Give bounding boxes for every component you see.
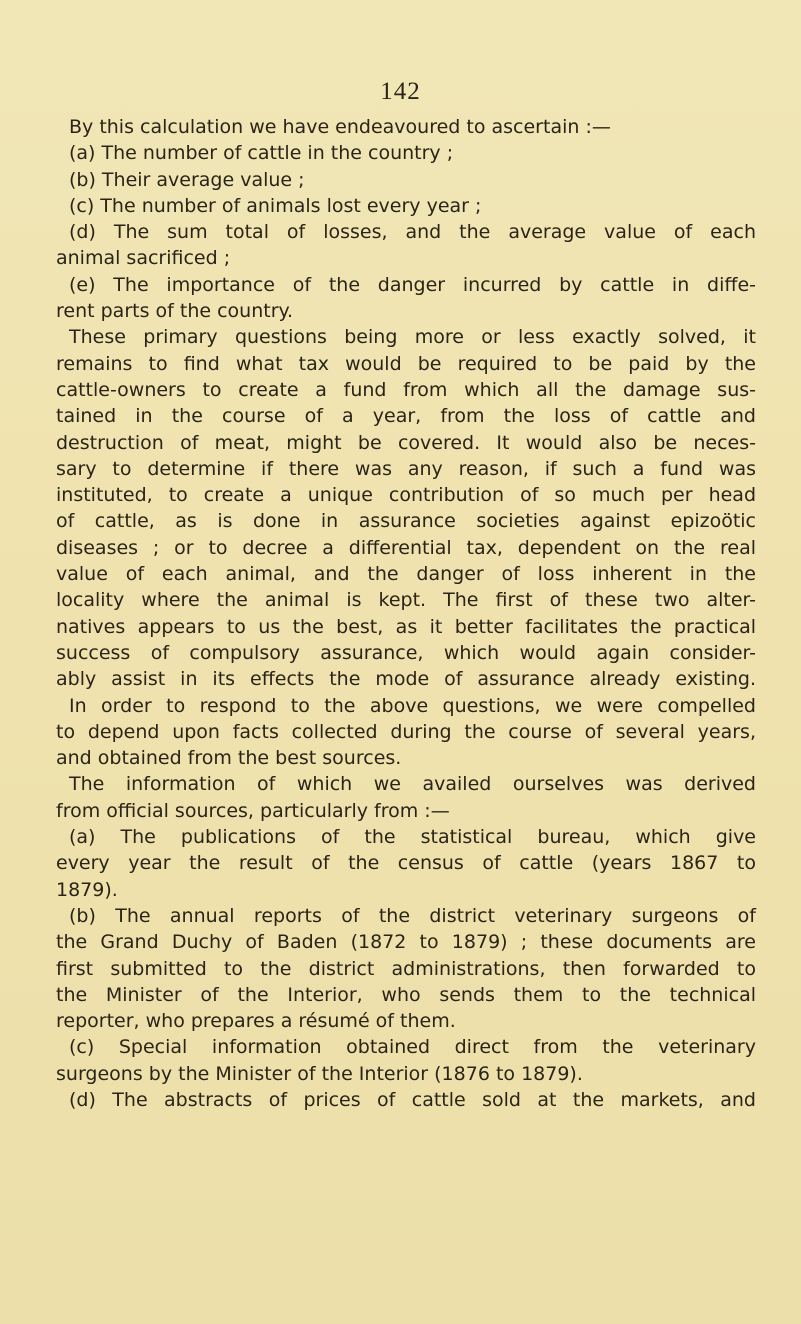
text-line: tained in the course of a year, from the loss of cattle and bbox=[56, 405, 756, 428]
body-text bbox=[56, 114, 756, 1113]
text-line: The information of which we availed ourselves was derived bbox=[69, 773, 756, 796]
page-number: 142 bbox=[380, 78, 421, 105]
text-line: the Grand Duchy of Baden (1872 to 1879) ; these documents are bbox=[56, 931, 756, 954]
text-line: These primary questions being more or less exactly solved, it bbox=[69, 326, 756, 349]
text-line: (b) Their average value ; bbox=[69, 168, 305, 191]
text-line: rent parts of the country. bbox=[56, 300, 294, 323]
text-line: sary to determine if there was any reason, if such a fund was bbox=[56, 457, 756, 480]
text-line: value of each animal, and the danger of loss inherent in the bbox=[56, 563, 756, 586]
text-line: and obtained from the best sources. bbox=[56, 747, 402, 770]
text-line: locality where the animal is kept. The first of these two alter- bbox=[56, 589, 756, 612]
text-line: ably assist in its effects the mode of assurance already existing. bbox=[56, 668, 756, 691]
text-line: instituted, to create a unique contribution of so much per head bbox=[56, 484, 756, 507]
text-line: cattle-owners to create a fund from which all the damage sus- bbox=[56, 378, 756, 401]
text-line: surgeons by the Minister of the Interior (1876 to 1879). bbox=[56, 1062, 583, 1085]
text-line: By this calculation we have endeavoured to ascertain :— bbox=[69, 116, 611, 138]
text-line: diseases ; or to decree a differential tax, dependent on the real bbox=[56, 536, 756, 559]
text-line: (a) The publications of the statistical bureau, which give bbox=[69, 826, 756, 849]
text-line: (d) The abstracts of prices of cattle sold at the markets, and bbox=[69, 1088, 756, 1111]
text-line: every year the result of the census of cattle (years 1867 to bbox=[56, 852, 756, 875]
text-line: animal sacrificed ; bbox=[56, 247, 231, 270]
text-line: remains to find what tax would be required to be paid by the bbox=[56, 352, 756, 375]
text-line: success of compulsory assurance, which would again consider- bbox=[56, 641, 756, 664]
text-line: of cattle, as is done in assurance societies against epizoötic bbox=[56, 510, 756, 533]
text-line: natives appears to us the best, as it better facilitates the practical bbox=[56, 615, 756, 638]
text-line: (b) The annual reports of the district veterinary surgeons of bbox=[69, 904, 756, 927]
text-line: to depend upon facts collected during the course of several years, bbox=[56, 720, 756, 743]
text-line: (c) The number of animals lost every year ; bbox=[69, 194, 482, 217]
text-line: the Minister of the Interior, who sends them to the technical bbox=[56, 983, 756, 1006]
text-line: In order to respond to the above questions, we were compelled bbox=[69, 694, 756, 717]
text-line: destruction of meat, might be covered. It would also be neces- bbox=[56, 431, 756, 454]
text-line: first submitted to the district administrations, then forwarded to bbox=[56, 957, 756, 980]
text-line: (a) The number of cattle in the country ; bbox=[69, 142, 454, 165]
text-line: 1879). bbox=[56, 878, 118, 901]
text-line: (c) Special information obtained direct from the veterinary bbox=[69, 1036, 756, 1059]
text-line: from official sources, particularly from :— bbox=[56, 799, 450, 822]
text-line: (e) The importance of the danger incurred by cattle in diffe- bbox=[69, 273, 756, 296]
text-line: reporter, who prepares a résumé of them. bbox=[56, 1010, 456, 1033]
text-line: (d) The sum total of losses, and the average value of each bbox=[69, 221, 756, 244]
